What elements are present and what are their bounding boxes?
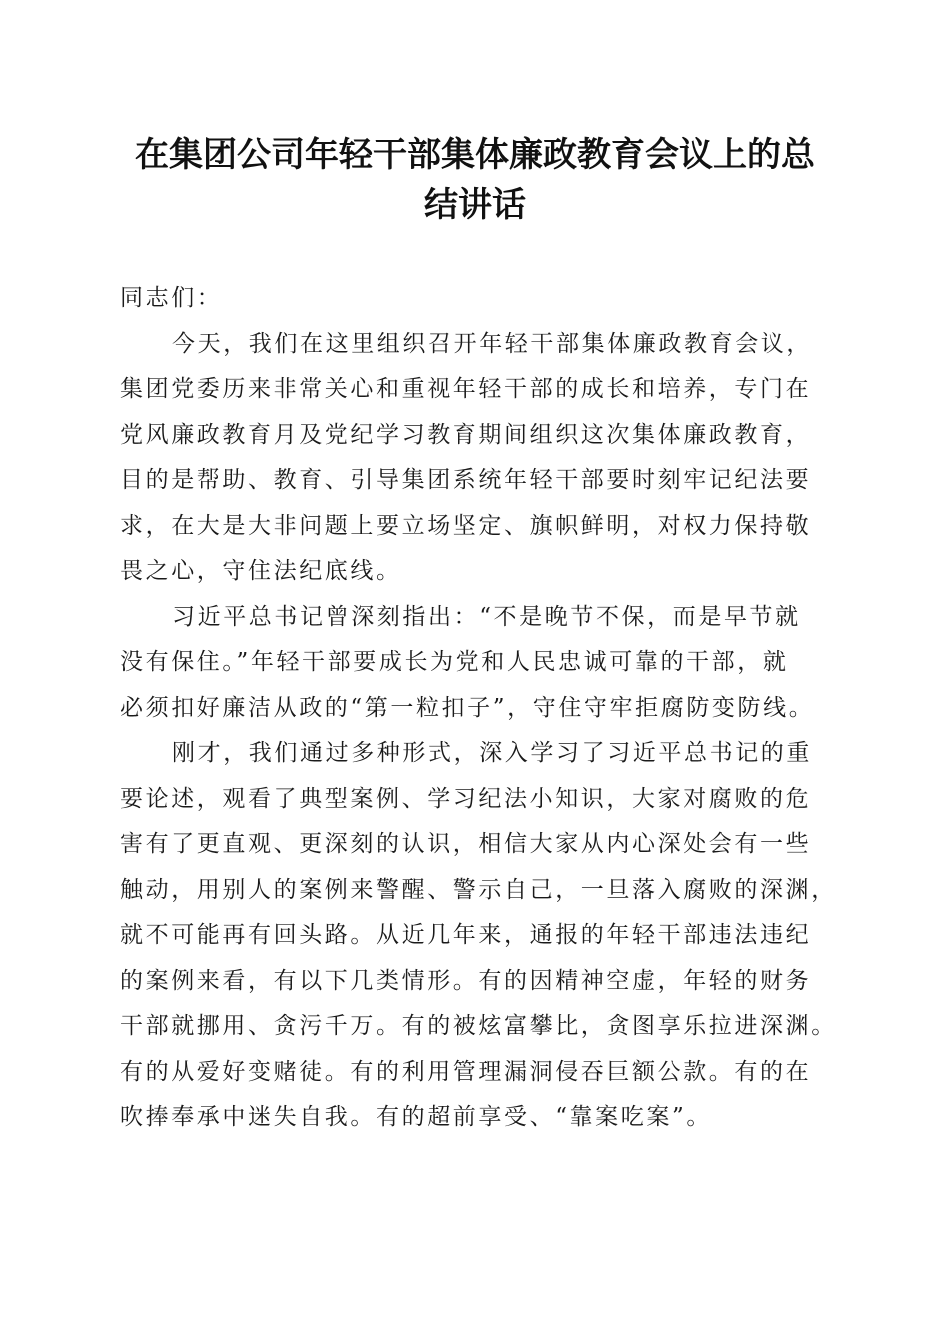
paragraph-1 (120, 322, 840, 595)
paragraph-line: 目的是帮助、教育、引导集团系统年轻干部要时刻牢记纪法要 (120, 467, 812, 493)
paragraph-line: 习近平总书记曾深刻指出：“不是晚节不保，而是早节就 (172, 603, 801, 630)
paragraph-line: 集团党委历来非常关心和重视年轻干部的成长和培养，专门在 (120, 376, 812, 402)
paragraph-line: 干部就挪用、贪污千万。有的被炫富攀比，贪图享乐拉进深渊。 (120, 1013, 837, 1039)
paragraph-line: 的案例来看，有以下几类情形。有的因精神空虚，年轻的财务 (120, 967, 812, 994)
paragraph-3 (120, 731, 840, 1141)
paragraph-line: 求，在大是大非问题上要立场坚定、旗帜鲜明，对权力保持敬 (120, 512, 812, 539)
paragraph-line: 触动，用别人的案例来警醒、警示自己，一旦落入腐败的深渊， (120, 876, 837, 903)
document-body (120, 276, 840, 1141)
title-line-1: 在集团公司年轻干部集体廉政教育会议上的总 (135, 135, 815, 175)
paragraph-line: 吹捧奉承中迷失自我。有的超前享受、“靠案吃案”。 (120, 1104, 712, 1130)
paragraph-line: 就不可能再有回头路。从近几年来，通报的年轻干部违法违纪 (120, 922, 812, 948)
paragraph-line: 今天，我们在这里组织召开年轻干部集体廉政教育会议， (172, 330, 812, 357)
paragraph-line: 没有保住。”年轻干部要成长为党和人民忠诚可靠的干部，就 (120, 649, 789, 675)
paragraph-line: 有的从爱好变赌徒。有的利用管理漏洞侵吞巨额公款。有的在 (120, 1058, 812, 1085)
paragraph-line: 害有了更直观、更深刻的认识，相信大家从内心深处会有一些 (120, 831, 812, 857)
document-title (110, 130, 840, 230)
paragraph-line: 刚才，我们通过多种形式，深入学习了习近平总书记的重 (172, 740, 812, 766)
paragraph-line: 要论述，观看了典型案例、学习纪法小知识，大家对腐败的危 (120, 785, 812, 812)
paragraph-line: 必须扣好廉洁从政的“第一粒扣子”，守住守牢拒腐防变防线。 (120, 694, 815, 721)
paragraph-2 (120, 595, 840, 732)
salutation: 同志们： (120, 285, 223, 311)
paragraph-line: 畏之心，守住法纪底线。 (120, 558, 402, 584)
paragraph-line: 党风廉政教育月及党纪学习教育期间组织这次集体廉政教育， (120, 421, 812, 448)
title-line-2: 结讲话 (424, 185, 526, 225)
